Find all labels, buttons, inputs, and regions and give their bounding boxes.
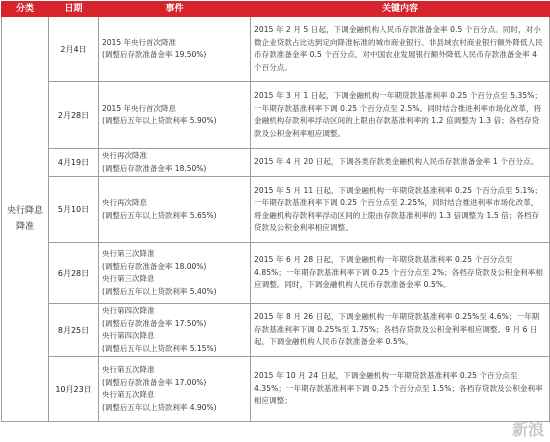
- table-body: [2, 17, 550, 422]
- table-row: [2, 82, 550, 149]
- table-row: [2, 304, 550, 357]
- table-row: [2, 149, 550, 177]
- event-cell: [99, 177, 251, 243]
- table-row: [2, 17, 550, 82]
- event-line: 2015 年央行首次降息: [102, 103, 176, 113]
- table-row: [2, 177, 550, 243]
- event-line: 央行再次降准: [102, 151, 147, 160]
- header-content: 关键内容: [251, 2, 550, 17]
- event-cell: [99, 82, 251, 149]
- event-cell: [99, 357, 251, 422]
- event-cell: [99, 243, 251, 304]
- table-row: [2, 357, 550, 422]
- event-line: (调整后存款准备金率 18.00%): [102, 261, 207, 271]
- content-cell: 2015 年 4 月 20 日起，下调各类存款类金融机构人民币存款准备金率 1 个百分点。: [251, 149, 550, 177]
- event-line: (调整后五年以上贷款利率 5.15%): [102, 343, 217, 353]
- event-line: (调整后存款准备金率 18.50%): [102, 163, 207, 173]
- date-cell: 10月23日: [49, 357, 99, 422]
- event-line: (调整后五年以上贷款利率 5.90%): [102, 116, 217, 125]
- content-cell: 2015 年 2 月 5 日起，下调金融机构人民币存款准备金率 0.5 个百分点。同时，对小微企业贷款占比达到定向降准标准的城市商业银行、非县域农村商业银行额外降低人民币存款准备金率 0.5 个百分点，对中国农业发展银行额外降低人民币存款准备金率 4 个百分点。: [251, 17, 550, 82]
- date-cell: 2月28日: [49, 82, 99, 149]
- event-line: (调整后五年以上贷款利率 4.90%): [102, 402, 217, 412]
- event-line: (调整后存款准备金率 17.50%): [102, 318, 207, 328]
- event-line: 央行第五次降息: [102, 390, 155, 399]
- content-cell: 2015 年 5 月 11 日起，下调金融机构一年期贷款基准利率 0.25 个百分点至 5.1%；一年期存款基准利率下调 0.25 个百分点至 2.25%，同时结合推进利率市场化改革，将金融机构存款利率浮动区间的上限由存款基准利率的 1.3 倍调整为 1.5 倍；各档存贷款及公积金利率相应调整。: [251, 177, 550, 243]
- event-line: 央行再次降息: [102, 198, 147, 207]
- header-event: 事件: [99, 2, 251, 17]
- content-cell: 2015 年 6 月 28 日起，下调金融机构一年期贷款基准利率 0.25 个百分点至 4.85%；一年期存款基准利率下调 0.25 个百分点至 2%；各档存贷款及公积金利率相应调整。同时，下调金融机构人民币存款准备金率 0.5%。: [251, 243, 550, 304]
- event-cell: [99, 17, 251, 82]
- event-line: 央行第三次降准: [102, 249, 155, 258]
- header-category: 分类: [2, 2, 49, 17]
- event-line: 央行第四次降准: [102, 306, 155, 315]
- header-row: [2, 2, 550, 17]
- date-cell: 4月19日: [49, 149, 99, 177]
- event-line: (调整后存款准备金率 19.50%): [102, 50, 207, 59]
- watermark-logo: 新浪: [511, 420, 544, 439]
- table-row: [2, 243, 550, 304]
- date-cell: 8月25日: [49, 304, 99, 357]
- policy-table: [1, 1, 550, 422]
- date-cell: 2月4日: [49, 17, 99, 82]
- event-line: (调整后五年以上贷款利率 5.40%): [102, 286, 217, 296]
- date-cell: 6月28日: [49, 243, 99, 304]
- content-cell: 2015 年 3 月 1 日起，下调金融机构一年期贷款基准利率 0.25 个百分点至 5.35%；一年期存款基准利率下调 0.25 个百分点至 2.5%。同时结合推进利率市场化改革，将金融机构存款利率浮动区间的上限由存款基准利率的 1.2 倍调整为 1.3 倍；各档存贷款及公积金利率相应调整。: [251, 82, 550, 149]
- category-cell: 央行降息降准: [2, 17, 49, 422]
- event-cell: [99, 304, 251, 357]
- content-cell: 2015 年 8 月 26 日起，下调金融机构一年期贷款基准利率 0.25%至 4.6%；一年期存款基准利率下调 0.25%至 1.75%；各档存贷款及公积金利率相应调整。9 月 6 日起，下调金融机构人民币存款准备金率 0.5%。: [251, 304, 550, 357]
- event-cell: [99, 149, 251, 177]
- content-cell: 2015 年 10 月 24 日起，下调金融机构一年期贷款基准利率 0.25 个百分点至 4.35%；一年期存款基准利率下调 0.25 个百分点至 1.5%；各档存贷款及公积金利率相应调整；: [251, 357, 550, 422]
- event-line: 2015 年央行首次降准: [102, 37, 176, 47]
- event-line: (调整后五年以上贷款利率 5.65%): [102, 210, 217, 220]
- header-date: 日期: [49, 2, 99, 17]
- event-line: (调整后存款准备金率 17.00%): [102, 377, 207, 387]
- event-line: 央行第三次降息: [102, 274, 155, 283]
- event-line: 央行第四次降息: [102, 331, 155, 340]
- date-cell: 5月10日: [49, 177, 99, 243]
- event-line: 央行第五次降准: [102, 365, 155, 374]
